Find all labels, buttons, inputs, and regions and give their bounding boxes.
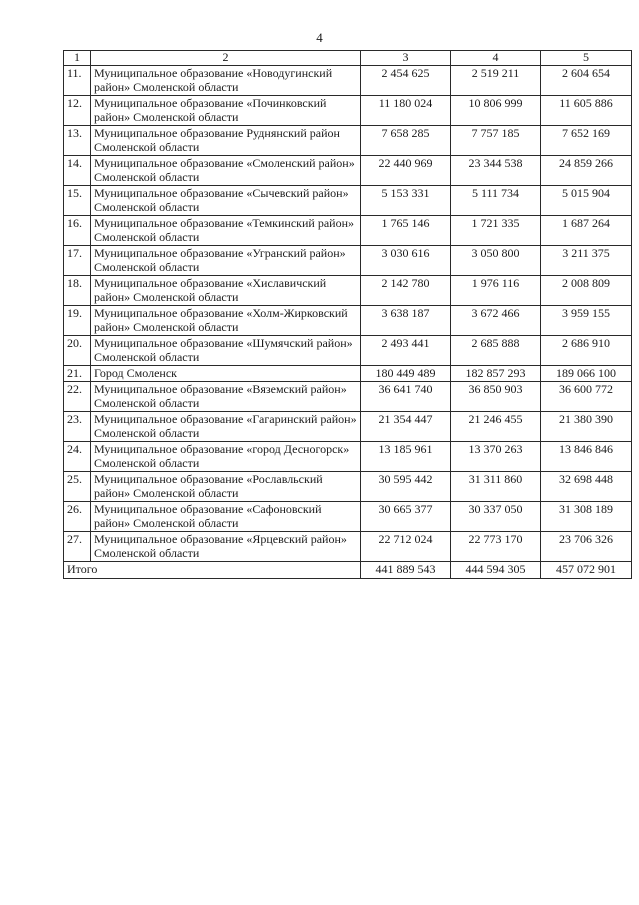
table-row xyxy=(64,336,632,366)
table-row xyxy=(64,472,632,502)
table-row xyxy=(64,66,632,96)
table-row xyxy=(64,246,632,276)
row-number: 18. xyxy=(64,276,91,306)
value-col-3: 1 765 146 xyxy=(361,216,451,246)
value-col-4: 22 773 170 xyxy=(451,532,541,562)
table-row xyxy=(64,156,632,186)
value-col-3: 30 665 377 xyxy=(361,502,451,532)
value-col-3: 3 638 187 xyxy=(361,306,451,336)
table-row xyxy=(64,442,632,472)
table-row xyxy=(64,276,632,306)
value-col-4: 3 050 800 xyxy=(451,246,541,276)
value-col-3: 13 185 961 xyxy=(361,442,451,472)
municipality-name: Муниципальное образование «Темкинский район» Смоленской области xyxy=(91,216,361,246)
value-col-5: 24 859 266 xyxy=(541,156,632,186)
header-cell-3: 3 xyxy=(361,51,451,66)
value-col-4: 1 976 116 xyxy=(451,276,541,306)
value-col-3: 21 354 447 xyxy=(361,412,451,442)
value-col-4: 7 757 185 xyxy=(451,126,541,156)
value-col-4: 23 344 538 xyxy=(451,156,541,186)
value-col-3: 180 449 489 xyxy=(361,366,451,382)
municipality-name: Муниципальное образование «Сычевский район» Смоленской области xyxy=(91,186,361,216)
row-number: 25. xyxy=(64,472,91,502)
row-number: 21. xyxy=(64,366,91,382)
header-row xyxy=(64,51,632,66)
municipality-name: Муниципальное образование «Холм-Жирковский район» Смоленской области xyxy=(91,306,361,336)
value-col-4: 30 337 050 xyxy=(451,502,541,532)
value-col-3: 11 180 024 xyxy=(361,96,451,126)
table-row xyxy=(64,502,632,532)
table-row xyxy=(64,306,632,336)
value-col-4: 2 519 211 xyxy=(451,66,541,96)
row-number: 23. xyxy=(64,412,91,442)
table-body xyxy=(64,51,632,579)
value-col-4: 21 246 455 xyxy=(451,412,541,442)
municipality-name: Муниципальное образование «Хиславичский район» Смоленской области xyxy=(91,276,361,306)
row-number: 27. xyxy=(64,532,91,562)
value-col-4: 1 721 335 xyxy=(451,216,541,246)
total-col-4: 444 594 305 xyxy=(451,562,541,579)
value-col-3: 30 595 442 xyxy=(361,472,451,502)
total-col-5: 457 072 901 xyxy=(541,562,632,579)
row-number: 26. xyxy=(64,502,91,532)
value-col-5: 32 698 448 xyxy=(541,472,632,502)
value-col-5: 31 308 189 xyxy=(541,502,632,532)
table-row xyxy=(64,412,632,442)
total-label: Итого xyxy=(64,562,361,579)
table-row xyxy=(64,532,632,562)
value-col-5: 5 015 904 xyxy=(541,186,632,216)
value-col-5: 2 686 910 xyxy=(541,336,632,366)
municipality-name: Муниципальное образование «Рославльский район» Смоленской области xyxy=(91,472,361,502)
municipality-name: Муниципальное образование «Гагаринский район» Смоленской области xyxy=(91,412,361,442)
value-col-5: 3 211 375 xyxy=(541,246,632,276)
row-number: 19. xyxy=(64,306,91,336)
value-col-4: 2 685 888 xyxy=(451,336,541,366)
row-number: 11. xyxy=(64,66,91,96)
value-col-3: 2 142 780 xyxy=(361,276,451,306)
value-col-4: 10 806 999 xyxy=(451,96,541,126)
value-col-5: 11 605 886 xyxy=(541,96,632,126)
municipality-name: Муниципальное образование «город Десногорск» Смоленской области xyxy=(91,442,361,472)
municipality-name: Муниципальное образование «Шумячский район» Смоленской области xyxy=(91,336,361,366)
value-col-3: 2 454 625 xyxy=(361,66,451,96)
value-col-5: 3 959 155 xyxy=(541,306,632,336)
municipality-name: Муниципальное образование «Вяземский район» Смоленской области xyxy=(91,382,361,412)
value-col-5: 1 687 264 xyxy=(541,216,632,246)
page-number: 4 xyxy=(316,30,323,45)
value-col-5: 2 008 809 xyxy=(541,276,632,306)
header-cell-1: 1 xyxy=(64,51,91,66)
row-number: 13. xyxy=(64,126,91,156)
header-cell-2: 2 xyxy=(91,51,361,66)
value-col-5: 36 600 772 xyxy=(541,382,632,412)
municipality-name: Муниципальное образование «Новодугинский район» Смоленской области xyxy=(91,66,361,96)
row-number: 12. xyxy=(64,96,91,126)
municipality-name: Город Смоленск xyxy=(91,366,361,382)
row-number: 20. xyxy=(64,336,91,366)
header-cell-5: 5 xyxy=(541,51,632,66)
value-col-3: 22 712 024 xyxy=(361,532,451,562)
table-row xyxy=(64,186,632,216)
value-col-5: 2 604 654 xyxy=(541,66,632,96)
total-col-3: 441 889 543 xyxy=(361,562,451,579)
value-col-4: 182 857 293 xyxy=(451,366,541,382)
row-number: 14. xyxy=(64,156,91,186)
table-row xyxy=(64,382,632,412)
row-number: 17. xyxy=(64,246,91,276)
row-number: 24. xyxy=(64,442,91,472)
table-row xyxy=(64,96,632,126)
value-col-3: 5 153 331 xyxy=(361,186,451,216)
table-row xyxy=(64,216,632,246)
table-row xyxy=(64,366,632,382)
municipality-name: Муниципальное образование «Починковский район» Смоленской области xyxy=(91,96,361,126)
value-col-4: 5 111 734 xyxy=(451,186,541,216)
value-col-5: 23 706 326 xyxy=(541,532,632,562)
value-col-3: 22 440 969 xyxy=(361,156,451,186)
municipality-name: Муниципальное образование «Угранский район» Смоленской области xyxy=(91,246,361,276)
value-col-4: 3 672 466 xyxy=(451,306,541,336)
value-col-4: 36 850 903 xyxy=(451,382,541,412)
row-number: 15. xyxy=(64,186,91,216)
value-col-3: 36 641 740 xyxy=(361,382,451,412)
table-row xyxy=(64,126,632,156)
value-col-5: 13 846 846 xyxy=(541,442,632,472)
value-col-5: 189 066 100 xyxy=(541,366,632,382)
value-col-3: 2 493 441 xyxy=(361,336,451,366)
value-col-5: 7 652 169 xyxy=(541,126,632,156)
value-col-3: 3 030 616 xyxy=(361,246,451,276)
municipality-name: Муниципальное образование «Смоленский район» Смоленской области xyxy=(91,156,361,186)
total-row xyxy=(64,562,632,579)
value-col-4: 31 311 860 xyxy=(451,472,541,502)
row-number: 16. xyxy=(64,216,91,246)
value-col-3: 7 658 285 xyxy=(361,126,451,156)
municipality-name: Муниципальное образование Руднянский район Смоленской области xyxy=(91,126,361,156)
value-col-4: 13 370 263 xyxy=(451,442,541,472)
row-number: 22. xyxy=(64,382,91,412)
municipality-name: Муниципальное образование «Сафоновский район» Смоленской области xyxy=(91,502,361,532)
allocation-table xyxy=(63,50,632,579)
value-col-5: 21 380 390 xyxy=(541,412,632,442)
municipality-name: Муниципальное образование «Ярцевский район» Смоленской области xyxy=(91,532,361,562)
header-cell-4: 4 xyxy=(451,51,541,66)
